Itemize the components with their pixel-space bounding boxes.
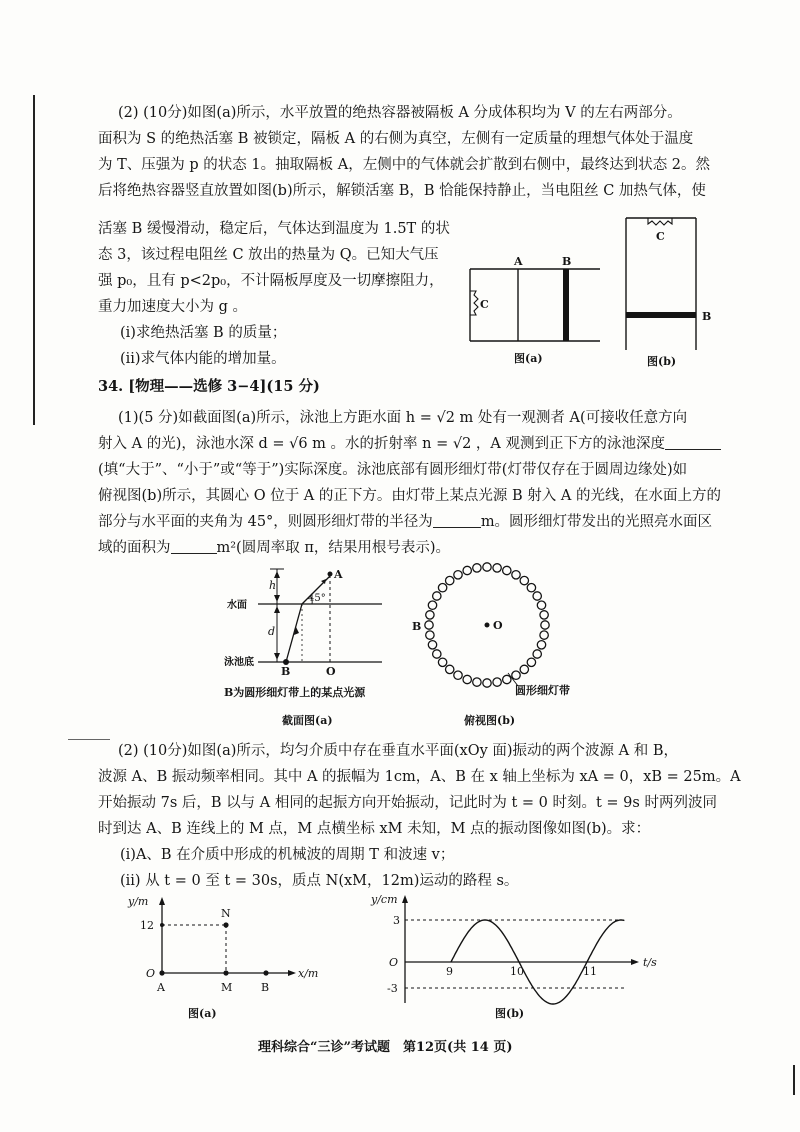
axis-y-label-b: y/cm bbox=[371, 893, 398, 906]
q34-1-line-1: (1)(5 分)如截面图(a)所示，泳池上方距水面 h = √2 m 处有一观测者 A(可接收任意方向 bbox=[118, 410, 688, 426]
axis-x-label-a: x/m bbox=[298, 967, 319, 980]
q2-line-8: 重力加速度大小为 g 。 bbox=[98, 299, 247, 315]
label-a-wave: A bbox=[157, 981, 165, 994]
q2-line-7: 强 p₀，且有 p<2p₀，不计隔板厚度及一切摩擦阻力， bbox=[98, 273, 444, 289]
answer-blank-area[interactable] bbox=[171, 537, 217, 554]
led-bulb bbox=[438, 658, 446, 666]
q34-1-line-2 bbox=[98, 431, 721, 457]
pool-note: B为圆形细灯带上的某点光源 bbox=[224, 686, 366, 699]
led-bulb bbox=[527, 658, 535, 666]
led-bulb bbox=[428, 601, 436, 609]
caption-fig-a: 图(a) bbox=[514, 352, 543, 365]
led-bulb bbox=[541, 621, 549, 629]
label-angle: 45° bbox=[308, 593, 326, 604]
led-bulb bbox=[540, 611, 548, 619]
led-bulb bbox=[425, 621, 433, 629]
label-b-b: B bbox=[702, 310, 712, 323]
label-o-pool: O bbox=[326, 665, 336, 678]
point-ytick bbox=[160, 923, 164, 927]
led-bulb bbox=[503, 566, 511, 574]
led-bulb bbox=[540, 631, 548, 639]
origin-b: O bbox=[389, 956, 399, 969]
q34-2-line-2: 波源 A、B 振动频率相同。其中 A 的振幅为 1cm，A、B 在 x 轴上坐标为 xA = 0，xB = 25m。A bbox=[98, 769, 741, 785]
q2-line-6: 态 3，该过程电阻丝 C 放出的热量为 Q。已知大气压 bbox=[98, 247, 439, 263]
q34-2-line-6: (ii) 从 t = 0 至 t = 30s，质点 N(xM，12m)运动的路程 s。 bbox=[120, 873, 519, 889]
answer-blank-depth[interactable] bbox=[665, 433, 721, 450]
container-figure-a bbox=[460, 255, 610, 365]
q34-2-line-1: (2) (10分)如图(a)所示，均匀介质中存在垂直水平面(xOy 面)振动的两个波源 A 和 B， bbox=[118, 743, 679, 759]
label-b-pool: B bbox=[281, 665, 291, 678]
container-figure-b bbox=[620, 212, 730, 362]
q34-1-line-2-text: 射入 A 的光)，泳池水深 d = √6 m 。水的折射率 n = √2 ，A 观测到正下方的泳池深度 bbox=[98, 436, 666, 452]
led-ring-top-view bbox=[410, 560, 580, 700]
led-bulb bbox=[493, 678, 501, 686]
label-o-ring: O bbox=[493, 619, 503, 632]
q34-1-line-6-tail: m²(圆周率取 π，结果用根号表示)。 bbox=[216, 540, 451, 556]
led-bulb bbox=[454, 671, 462, 679]
led-bulb bbox=[527, 584, 535, 592]
q2-line-9: (i)求绝热活塞 B 的质量； bbox=[120, 325, 287, 341]
piston-b-vertical bbox=[626, 312, 696, 318]
q34-2-line-3: 开始振动 7s 后，B 以与 A 相同的起振方向开始振动，记此时为 t = 0 时刻。t = 9s 时两列波同 bbox=[98, 795, 717, 811]
ytick-3: 3 bbox=[393, 914, 400, 927]
q34-1-line-5 bbox=[98, 509, 712, 535]
led-bulb bbox=[520, 576, 528, 584]
q2-line-1: (2) (10分)如图(a)所示，水平放置的绝热容器被隔板 A 分成体积均为 V 的左右两部分。 bbox=[118, 105, 682, 121]
led-bulb bbox=[503, 675, 511, 683]
q2-line-5: 活塞 B 缓慢滑动，稳定后，气体达到温度为 1.5T 的状 bbox=[98, 221, 450, 237]
led-bulb bbox=[428, 641, 436, 649]
led-bulb bbox=[454, 571, 462, 579]
label-h: h bbox=[269, 579, 277, 592]
caption-fig-b: 图(b) bbox=[647, 355, 677, 368]
caption-wave-b: 图(b) bbox=[495, 1007, 525, 1020]
point-a bbox=[159, 970, 164, 975]
page-edge-left bbox=[33, 95, 35, 425]
caption-section-a: 截面图(a) bbox=[282, 714, 333, 727]
led-bulb bbox=[483, 679, 491, 687]
answer-blank-radius[interactable] bbox=[433, 511, 481, 528]
observer-a bbox=[328, 572, 333, 577]
q34-1-line-5-text: 部分与水平面的夹角为 45°，则圆形细灯带的半径为 bbox=[98, 514, 433, 530]
heater-c bbox=[470, 291, 478, 315]
q2-line-4: 后将绝热容器竖直放置如图(b)所示，解锁活塞 B，B 恰能保持静止，当电阻丝 C 加热气体，使 bbox=[98, 183, 706, 199]
point-b bbox=[263, 970, 268, 975]
led-bulb bbox=[537, 601, 545, 609]
led-bulb bbox=[426, 611, 434, 619]
q2-line-2: 面积为 S 的绝热活塞 B 被锁定，隔板 A 的右侧为真空，左侧有一定质量的理想气体处于温度 bbox=[98, 131, 694, 147]
q34-1-line-5-tail: m。圆形细灯带发出的光照亮水面区 bbox=[480, 514, 713, 530]
ytick-12: 12 bbox=[140, 919, 154, 932]
label-bottom: 泳池底 bbox=[224, 657, 254, 668]
label-a-pool: A bbox=[334, 568, 343, 581]
ring-label: 圆形细灯带 bbox=[515, 684, 570, 697]
pool-cross-section bbox=[222, 565, 392, 695]
piston-b bbox=[563, 269, 569, 341]
caption-top-view-b: 俯视图(b) bbox=[464, 714, 516, 727]
led-bulb bbox=[512, 571, 520, 579]
caption-wave-a: 图(a) bbox=[188, 1007, 217, 1020]
xtick-9: 9 bbox=[446, 965, 453, 978]
xtick-11: 11 bbox=[583, 965, 597, 978]
led-bulb bbox=[473, 564, 481, 572]
label-n-wave: N bbox=[221, 907, 231, 920]
wave-position-figure-a bbox=[120, 895, 320, 1005]
led-bulb bbox=[463, 675, 471, 683]
q34-heading: 34. [物理——选修 3−4](15 分) bbox=[98, 378, 320, 395]
led-bulb bbox=[446, 576, 454, 584]
label-b-wave: B bbox=[261, 981, 270, 994]
label-c-b: C bbox=[656, 230, 665, 243]
q34-2-line-4: 时到达 A、B 连线上的 M 点，M 点横坐标 xM 未知，M 点的振动图像如图(b)。求： bbox=[98, 821, 651, 837]
led-bulb bbox=[446, 665, 454, 673]
label-d: d bbox=[268, 625, 276, 638]
point-m bbox=[223, 970, 228, 975]
q34-2-line-5: (i)A、B 在介质中形成的机械波的周期 T 和波速 v； bbox=[120, 847, 455, 863]
label-b: B bbox=[562, 255, 572, 268]
led-bulb bbox=[537, 641, 545, 649]
led-bulb bbox=[512, 671, 520, 679]
led-bulb bbox=[433, 592, 441, 600]
point-n bbox=[223, 922, 228, 927]
led-bulb bbox=[473, 678, 481, 686]
label-m-wave: M bbox=[221, 981, 233, 994]
led-bulb bbox=[520, 665, 528, 673]
label-c: C bbox=[480, 298, 489, 311]
led-bulb bbox=[426, 631, 434, 639]
heater-c-b bbox=[648, 218, 672, 225]
center-o bbox=[485, 623, 490, 628]
led-bulb bbox=[438, 584, 446, 592]
axis-y-label-a: y/m bbox=[128, 895, 149, 908]
separator-line bbox=[68, 739, 110, 740]
q34-1-line-4: 俯视图(b)所示，其圆心 O 位于 A 的正下方。由灯带上某点光源 B 射入 A 的光线，在水面上方的 bbox=[98, 488, 721, 504]
page-edge-right bbox=[793, 1065, 795, 1095]
origin-a: O bbox=[146, 967, 156, 980]
label-surface: 水面 bbox=[227, 600, 247, 611]
led-bulb bbox=[463, 566, 471, 574]
q34-1-line-3: (填“大于”、“小于”或“等于”)实际深度。泳池底部有圆形细灯带(灯带仅存在于圆周边缘处)如 bbox=[98, 462, 688, 478]
vibration-graph-b bbox=[365, 893, 665, 1008]
page-footer: 理科综合“三诊”考试题 第12页(共 14 页) bbox=[258, 1040, 513, 1055]
label-a: A bbox=[514, 255, 523, 268]
q34-1-line-6-text: 域的面积为 bbox=[98, 540, 171, 556]
led-bulb bbox=[493, 564, 501, 572]
ytick-minus-3: -3 bbox=[387, 982, 398, 995]
led-bulb bbox=[533, 592, 541, 600]
led-bulb bbox=[483, 563, 491, 571]
led-bulb bbox=[533, 650, 541, 658]
q34-1-line-6 bbox=[98, 535, 450, 561]
led-bulb bbox=[433, 650, 441, 658]
q2-line-10: (ii)求气体内能的增加量。 bbox=[120, 351, 286, 367]
q2-line-3: 为 T、压强为 p 的状态 1。抽取隔板 A，左侧中的气体就会扩散到右侧中，最终达到状态 2。然 bbox=[98, 157, 711, 173]
label-b-ring: B bbox=[412, 620, 422, 633]
xtick-10: 10 bbox=[510, 965, 524, 978]
axis-x-label-b: t/s bbox=[643, 956, 657, 969]
